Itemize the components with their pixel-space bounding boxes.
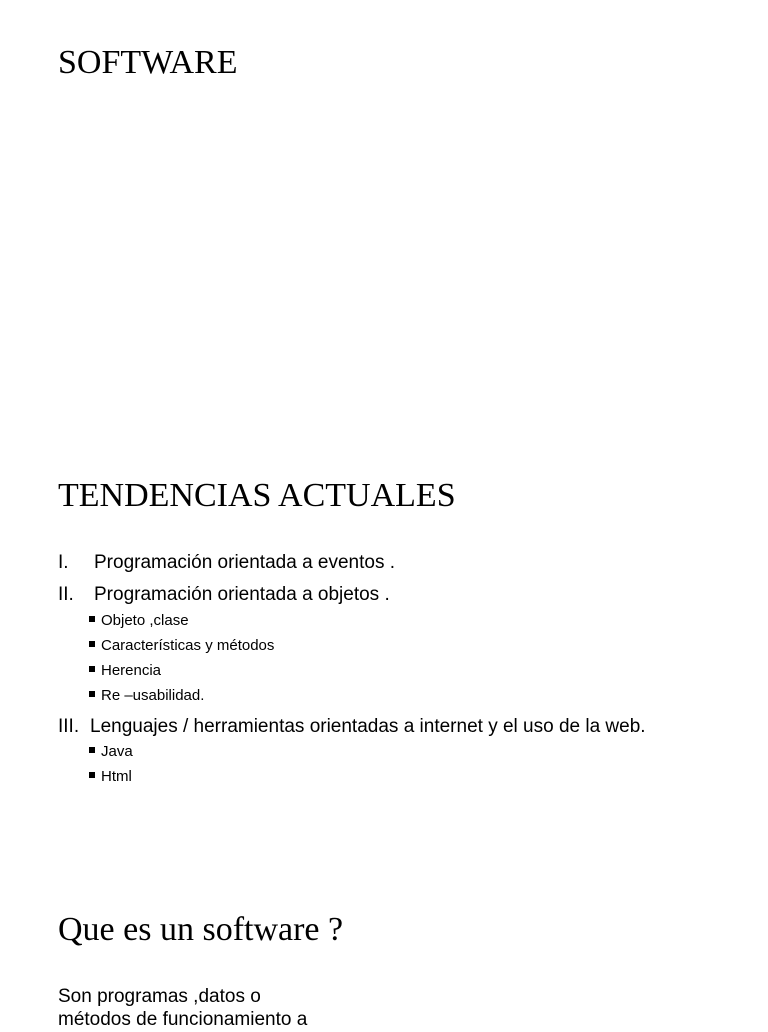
sub-list-item bbox=[89, 611, 189, 631]
list-item-eventos bbox=[58, 551, 395, 575]
sub-list-item-text: Objeto ,clase bbox=[101, 612, 189, 629]
square-bullet-icon bbox=[89, 666, 95, 672]
list-number: III. bbox=[58, 716, 80, 737]
sub-list-item-text: Html bbox=[101, 768, 132, 785]
square-bullet-icon bbox=[89, 747, 95, 753]
square-bullet-icon bbox=[89, 616, 95, 622]
square-bullet-icon bbox=[89, 641, 95, 647]
sub-list-item bbox=[89, 686, 204, 706]
paragraph-line: métodos de funcionamiento a bbox=[58, 1009, 308, 1030]
square-bullet-icon bbox=[89, 691, 95, 697]
list-item-text: Programación orientada a eventos . bbox=[94, 552, 396, 573]
sub-list-item bbox=[89, 636, 274, 656]
list-number: I. bbox=[58, 552, 69, 573]
sub-list-item-text: Características y métodos bbox=[101, 637, 275, 654]
slide-title-software: SOFTWARE bbox=[58, 44, 238, 81]
sub-list-item bbox=[89, 742, 133, 762]
slide-title-que-es: Que es un software ? bbox=[58, 911, 344, 948]
paragraph-line: Son programas ,datos o bbox=[58, 986, 261, 1007]
sub-list-item-text: Java bbox=[101, 743, 133, 760]
list-item-text: Programación orientada a objetos . bbox=[94, 584, 390, 605]
list-item-internet bbox=[58, 715, 646, 739]
square-bullet-icon bbox=[89, 772, 95, 778]
sub-list-item bbox=[89, 661, 161, 681]
list-item-text: Lenguajes / herramientas orientadas a internet y el uso de la web. bbox=[90, 716, 646, 737]
list-item-objetos bbox=[58, 583, 390, 607]
sub-list-item bbox=[89, 767, 132, 787]
slide-title-tendencias: TENDENCIAS ACTUALES bbox=[58, 477, 456, 514]
list-number: II. bbox=[58, 584, 74, 605]
sub-list-item-text: Re –usabilidad. bbox=[101, 687, 205, 704]
sub-list-item-text: Herencia bbox=[101, 662, 162, 679]
